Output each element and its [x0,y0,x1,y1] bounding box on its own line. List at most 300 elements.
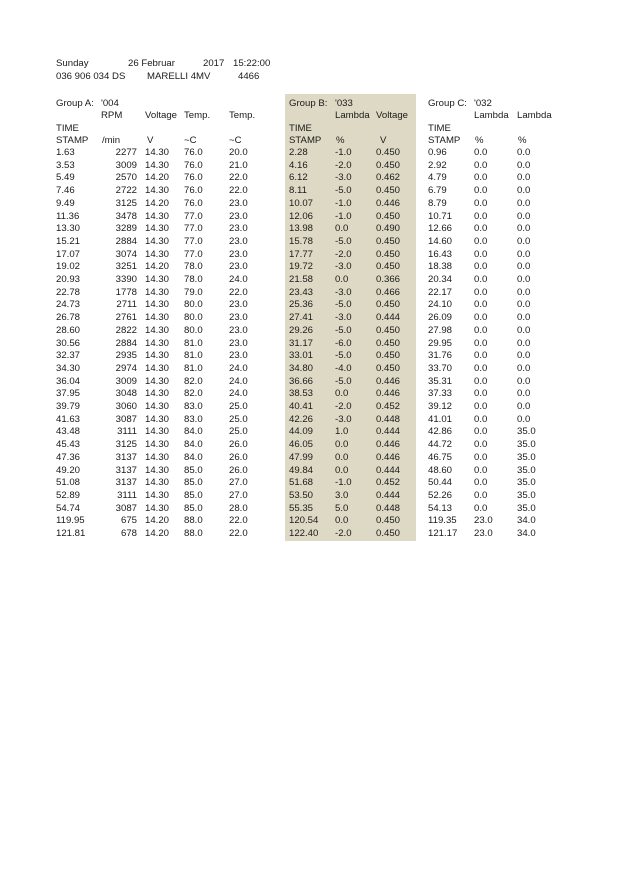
cell-voltage-a: 14.30 [145,439,170,451]
cell-lambda-c2: 0.0 [517,324,531,336]
cell-temp-1: 80.0 [184,312,203,324]
cell-time-b: 4.16 [289,159,308,171]
cell-rpm: 3111 [117,489,137,501]
cell-lambda-b: 0.0 [335,439,349,451]
cell-voltage-b: 0.450 [376,159,401,171]
cell-temp-2: 26.0 [229,464,248,476]
cell-temp-2: 23.0 [229,210,248,222]
cell-temp-1: 77.0 [184,235,203,247]
cell-temp-1: 78.0 [184,274,203,285]
stamp-label-a: STAMP [56,135,89,146]
cell-temp-1: 84.0 [184,439,203,451]
cell-time-a: 28.60 [56,324,81,336]
cell-voltage-a: 14.30 [145,324,170,336]
cell-time-a: 54.74 [56,502,81,514]
cell-temp-2: 25.0 [229,401,248,412]
cell-voltage-b: 0.450 [376,248,401,260]
cell-voltage-a: 14.20 [145,515,170,527]
unit-rpm: /min [102,135,121,146]
cell-lambda-b: -2.0 [335,528,352,539]
cell-lambda-c1: 0.0 [474,147,488,158]
cell-temp-2: 26.0 [229,439,248,451]
unit-voltage-a: V [147,135,154,146]
cell-rpm: 3060 [115,401,137,412]
cell-time-c: 8.79 [428,197,447,209]
cell-rpm: 2935 [115,350,137,362]
cell-voltage-b: 0.450 [376,299,401,311]
cell-time-b: 25.36 [289,299,314,311]
cell-lambda-c1: 0.0 [474,375,488,387]
cell-temp-1: 76.0 [184,159,203,171]
cell-time-b: 38.53 [289,388,314,400]
cell-time-b: 33.01 [289,350,314,362]
cell-lambda-b: 0.0 [335,515,349,527]
cell-temp-2: 26.0 [229,451,248,463]
cell-time-a: 20.93 [56,274,81,285]
cell-lambda-c2: 0.0 [517,172,531,184]
cell-temp-1: 80.0 [184,299,203,311]
cell-rpm: 3125 [115,197,137,209]
cell-time-b: 47.99 [289,451,314,463]
cell-lambda-c1: 0.0 [474,439,488,451]
cell-time-a: 36.04 [56,375,81,387]
cell-lambda-c2: 35.0 [517,489,536,501]
cell-time-a: 11.36 [56,210,80,222]
cell-lambda-b: -3.0 [335,312,352,324]
group-c-label: Group C: [428,98,467,109]
cell-lambda-c1: 0.0 [474,235,488,247]
cell-voltage-b: 0.450 [376,210,401,222]
cell-rpm: 3289 [115,223,137,235]
cell-time-c: 54.13 [428,502,453,514]
group-c-code: '032 [474,98,492,109]
cell-lambda-c2: 0.0 [517,147,531,158]
cell-temp-1: 76.0 [184,172,203,184]
cell-time-b: 120.54 [289,515,319,527]
cell-lambda-c2: 0.0 [517,274,531,285]
cell-time-b: 42.26 [289,413,314,425]
group-b-label: Group B: [289,98,328,109]
cell-temp-2: 23.0 [229,350,248,362]
cell-time-a: 39.79 [56,401,81,412]
cell-voltage-a: 14.30 [145,185,170,197]
cell-temp-2: 22.0 [229,172,248,184]
cell-temp-1: 85.0 [184,502,203,514]
cell-lambda-c1: 0.0 [474,477,488,489]
cell-time-b: 53.50 [289,489,314,501]
group-a-label: Group A: [56,98,94,109]
cell-lambda-b: 5.0 [335,502,349,514]
cell-temp-1: 83.0 [184,401,203,412]
cell-voltage-b: 0.450 [376,528,401,539]
cell-temp-1: 79.0 [184,286,203,298]
stamp-label-b: STAMP [289,135,322,146]
cell-voltage-b: 0.450 [376,515,401,527]
cell-time-c: 20.34 [428,274,453,285]
cell-time-c: 26.09 [428,312,453,324]
cell-lambda-c1: 0.0 [474,324,488,336]
cell-time-c: 4.79 [428,172,447,184]
cell-temp-1: 81.0 [184,362,203,374]
cell-rpm: 3111 [117,426,137,438]
time-label-a: TIME [56,123,79,134]
cell-rpm: 3478 [115,210,137,222]
cell-voltage-a: 14.20 [145,172,170,184]
cell-lambda-b: -5.0 [335,185,352,197]
cell-rpm: 3390 [115,274,137,285]
cell-rpm: 3009 [115,159,137,171]
cell-temp-1: 77.0 [184,248,203,260]
cell-lambda-c1: 0.0 [474,185,488,197]
cell-time-b: 10.07 [289,197,314,209]
cell-voltage-a: 14.30 [145,337,170,349]
cell-time-a: 43.48 [56,426,81,438]
cell-lambda-c2: 0.0 [517,159,531,171]
group-b-code: '033 [335,98,353,109]
cell-lambda-c1: 0.0 [474,274,488,285]
cell-time-c: 119.35 [428,515,457,527]
cell-voltage-a: 14.30 [145,159,170,171]
cell-lambda-c2: 0.0 [517,362,531,374]
cell-voltage-b: 0.444 [376,426,401,438]
cell-rpm: 2570 [115,172,137,184]
cell-rpm: 3137 [115,451,137,463]
unit-lambda-b: % [336,135,345,146]
cell-voltage-a: 14.30 [145,274,170,285]
cell-lambda-c2: 0.0 [517,413,531,425]
cell-time-b: 36.66 [289,375,314,387]
cell-voltage-b: 0.366 [376,274,401,285]
cell-lambda-c2: 35.0 [517,451,536,463]
cell-voltage-b: 0.448 [376,413,401,425]
cell-voltage-a: 14.30 [145,223,170,235]
cell-lambda-c1: 0.0 [474,502,488,514]
cell-temp-1: 84.0 [184,426,203,438]
cell-lambda-b: -2.0 [335,401,352,412]
cell-lambda-b: -1.0 [335,477,352,489]
cell-temp-2: 25.0 [229,426,248,438]
cell-lambda-b: 0.0 [335,464,349,476]
cell-voltage-b: 0.446 [376,388,401,400]
cell-lambda-c2: 0.0 [517,185,531,197]
cell-temp-2: 24.0 [229,274,248,285]
cell-rpm: 3087 [115,502,137,514]
cell-time-c: 27.98 [428,324,453,336]
stamp-label-c: STAMP [428,135,461,146]
cell-lambda-b: -1.0 [335,197,352,209]
cell-voltage-b: 0.450 [376,185,401,197]
cell-voltage-a: 14.30 [145,477,170,489]
cell-lambda-c1: 0.0 [474,388,488,400]
cell-temp-1: 77.0 [184,223,203,235]
cell-lambda-c2: 35.0 [517,477,536,489]
cell-voltage-b: 0.446 [376,197,401,209]
cell-voltage-a: 14.20 [145,528,170,539]
cell-voltage-a: 14.30 [145,299,170,311]
cell-rpm: 2974 [115,362,137,374]
cell-time-b: 23.43 [289,286,314,298]
cell-lambda-b: 0.0 [335,223,349,235]
cell-voltage-b: 0.446 [376,375,401,387]
cell-time-c: 39.12 [428,401,453,412]
cell-time-a: 15.21 [56,235,81,247]
cell-voltage-a: 14.20 [145,197,170,209]
cell-time-a: 45.43 [56,439,81,451]
cell-lambda-c2: 0.0 [517,401,531,412]
cell-rpm: 2722 [115,185,137,197]
cell-temp-2: 22.0 [229,528,248,539]
cell-rpm: 3125 [115,439,137,451]
cell-lambda-c1: 0.0 [474,248,488,260]
cell-time-c: 10.71 [428,210,453,222]
cell-lambda-c1: 0.0 [474,210,488,222]
cell-voltage-a: 14.30 [145,401,170,412]
cell-time-b: 51.68 [289,477,314,489]
cell-time-c: 50.44 [428,477,453,489]
cell-lambda-c2: 34.0 [517,528,536,539]
cell-lambda-b: -3.0 [335,413,352,425]
cell-time-c: 14.60 [428,235,453,247]
cell-lambda-c2: 0.0 [517,388,531,400]
cell-voltage-a: 14.30 [145,147,170,158]
cell-lambda-c1: 0.0 [474,312,488,324]
header-time: 15:22:00 [233,58,271,69]
header-lambda-c2: Lambda [517,110,552,121]
cell-lambda-b: -3.0 [335,172,352,184]
cell-voltage-b: 0.452 [376,477,401,489]
cell-time-c: 46.75 [428,451,453,463]
cell-temp-2: 28.0 [229,502,248,514]
cell-lambda-b: -4.0 [335,362,352,374]
cell-time-c: 24.10 [428,299,453,311]
cell-rpm: 3048 [115,388,137,400]
cell-voltage-a: 14.30 [145,286,170,298]
cell-rpm: 3137 [115,477,137,489]
cell-temp-1: 85.0 [184,464,203,476]
cell-time-c: 35.31 [428,375,453,387]
cell-temp-1: 85.0 [184,489,203,501]
cell-lambda-b: 0.0 [335,451,349,463]
cell-lambda-c1: 0.0 [474,464,488,476]
cell-time-a: 19.02 [56,261,81,273]
cell-voltage-b: 0.450 [376,261,401,273]
cell-time-b: 13.98 [289,223,314,235]
header-date: 26 Februar [128,58,175,69]
cell-time-a: 1.63 [56,147,75,158]
cell-lambda-c1: 23.0 [474,515,493,527]
cell-temp-2: 25.0 [229,413,248,425]
unit-temp-1: ~C [184,135,197,146]
cell-voltage-b: 0.448 [376,502,401,514]
cell-lambda-b: -6.0 [335,337,352,349]
cell-time-b: 2.28 [289,147,308,158]
cell-lambda-c2: 0.0 [517,375,531,387]
cell-rpm: 675 [120,515,137,527]
cell-lambda-b: 1.0 [335,426,349,438]
cell-rpm: 2277 [115,147,137,158]
cell-temp-2: 23.0 [229,324,248,336]
cell-time-c: 16.43 [428,248,453,260]
cell-time-c: 6.79 [428,185,447,197]
cell-temp-2: 21.0 [229,159,248,171]
cell-voltage-b: 0.462 [376,172,401,184]
cell-voltage-b: 0.444 [376,489,401,501]
cell-voltage-b: 0.466 [376,286,401,298]
cell-voltage-b: 0.444 [376,464,401,476]
cell-time-a: 7.46 [56,185,75,197]
cell-lambda-b: -5.0 [335,299,352,311]
cell-lambda-c1: 0.0 [474,172,488,184]
header-lambda-c1: Lambda [474,110,509,121]
cell-temp-2: 22.0 [229,185,248,197]
cell-time-a: 41.63 [56,413,81,425]
cell-time-c: 0.96 [428,147,447,158]
cell-voltage-a: 14.30 [145,413,170,425]
cell-lambda-c1: 0.0 [474,159,488,171]
cell-time-c: 2.92 [428,159,447,171]
cell-lambda-b: -3.0 [335,261,352,273]
cell-time-c: 22.17 [428,286,453,298]
cell-temp-1: 78.0 [184,261,203,273]
cell-voltage-b: 0.446 [376,439,401,451]
cell-voltage-b: 0.450 [376,147,401,158]
cell-temp-2: 23.0 [229,261,248,273]
cell-voltage-a: 14.20 [145,261,170,273]
unit-lambda-c1: % [475,135,484,146]
cell-temp-2: 27.0 [229,489,248,501]
cell-temp-1: 76.0 [184,185,203,197]
cell-time-a: 30.56 [56,337,81,349]
cell-time-a: 121.81 [56,528,86,539]
cell-voltage-a: 14.30 [145,426,170,438]
cell-temp-1: 80.0 [184,324,203,336]
cell-time-b: 40.41 [289,401,314,412]
cell-rpm: 3137 [115,464,137,476]
cell-lambda-b: 3.0 [335,489,349,501]
cell-time-b: 15.78 [289,235,314,247]
cell-temp-1: 82.0 [184,388,203,400]
cell-lambda-c1: 0.0 [474,451,488,463]
cell-time-c: 52.26 [428,489,453,501]
header-temp-2: Temp. [229,110,256,121]
cell-time-a: 47.36 [56,451,81,463]
cell-time-a: 22.78 [56,286,81,298]
cell-time-a: 3.53 [56,159,75,171]
cell-voltage-b: 0.450 [376,235,401,247]
cell-temp-1: 88.0 [184,515,203,527]
cell-temp-1: 83.0 [184,413,203,425]
cell-temp-1: 76.0 [184,147,203,158]
cell-lambda-c1: 0.0 [474,413,488,425]
cell-lambda-c2: 0.0 [517,248,531,260]
cell-temp-1: 85.0 [184,477,203,489]
cell-voltage-a: 14.30 [145,451,170,463]
cell-voltage-b: 0.446 [376,451,401,463]
cell-rpm: 2884 [115,235,137,247]
cell-rpm: 2711 [116,299,137,311]
cell-lambda-b: -5.0 [335,235,352,247]
cell-lambda-c1: 0.0 [474,401,488,412]
cell-time-c: 48.60 [428,464,453,476]
cell-temp-1: 82.0 [184,375,203,387]
cell-time-a: 49.20 [56,464,81,476]
cell-voltage-a: 14.30 [145,489,170,501]
cell-voltage-a: 14.30 [145,362,170,374]
cell-time-b: 21.58 [289,274,314,285]
cell-time-a: 37.95 [56,388,81,400]
cell-time-a: 26.78 [56,312,81,324]
cell-temp-2: 23.0 [229,299,248,311]
cell-time-b: 17.77 [289,248,314,260]
cell-time-c: 44.72 [428,439,453,451]
cell-lambda-c2: 0.0 [517,223,531,235]
header-temp-1: Temp. [184,110,211,121]
cell-voltage-a: 14.30 [145,388,170,400]
cell-time-a: 52.89 [56,489,81,501]
cell-lambda-c2: 0.0 [517,286,531,298]
header-rpm: RPM [101,110,123,121]
cell-time-a: 32.37 [56,350,81,362]
header-part-number: 036 906 034 DS [56,71,126,82]
cell-time-b: 46.05 [289,439,314,451]
cell-voltage-a: 14.30 [145,312,170,324]
cell-temp-2: 24.0 [229,388,248,400]
cell-time-c: 29.95 [428,337,453,349]
cell-time-a: 119.95 [56,515,85,527]
group-a-code: '004 [101,98,119,109]
cell-lambda-c1: 0.0 [474,362,488,374]
cell-time-b: 122.40 [289,528,319,539]
cell-rpm: 2822 [115,324,137,336]
cell-lambda-b: -3.0 [335,286,352,298]
cell-time-c: 37.33 [428,388,453,400]
cell-voltage-b: 0.450 [376,350,401,362]
cell-temp-2: 23.0 [229,248,248,260]
cell-lambda-c1: 0.0 [474,197,488,209]
cell-time-b: 8.11 [289,185,307,197]
cell-voltage-a: 14.30 [145,248,170,260]
cell-lambda-c1: 0.0 [474,261,488,273]
cell-time-c: 42.86 [428,426,453,438]
cell-lambda-c2: 0.0 [517,261,531,273]
header-voltage-a: Voltage [145,110,178,121]
cell-lambda-c1: 0.0 [474,286,488,298]
cell-temp-2: 23.0 [229,312,248,324]
cell-temp-2: 27.0 [229,477,248,489]
cell-time-a: 17.07 [56,248,81,260]
cell-temp-1: 77.0 [184,210,203,222]
cell-lambda-c2: 0.0 [517,312,531,324]
cell-rpm: 3074 [115,248,137,260]
cell-time-b: 44.09 [289,426,314,438]
cell-lambda-b: -5.0 [335,375,352,387]
cell-time-b: 27.41 [289,312,314,324]
cell-time-c: 12.66 [428,223,453,235]
cell-time-a: 5.49 [56,172,75,184]
header-voltage-b: Voltage [376,110,409,121]
cell-time-b: 34.80 [289,362,314,374]
cell-temp-2: 23.0 [229,223,248,235]
header-day: Sunday [56,58,89,69]
cell-lambda-c2: 34.0 [517,515,536,527]
header-lambda-b: Lambda [335,110,370,121]
cell-time-a: 34.30 [56,362,81,374]
cell-lambda-b: -2.0 [335,248,352,260]
cell-lambda-c2: 0.0 [517,210,531,222]
cell-lambda-b: 0.0 [335,388,349,400]
cell-voltage-a: 14.30 [145,210,170,222]
cell-voltage-a: 14.30 [145,350,170,362]
